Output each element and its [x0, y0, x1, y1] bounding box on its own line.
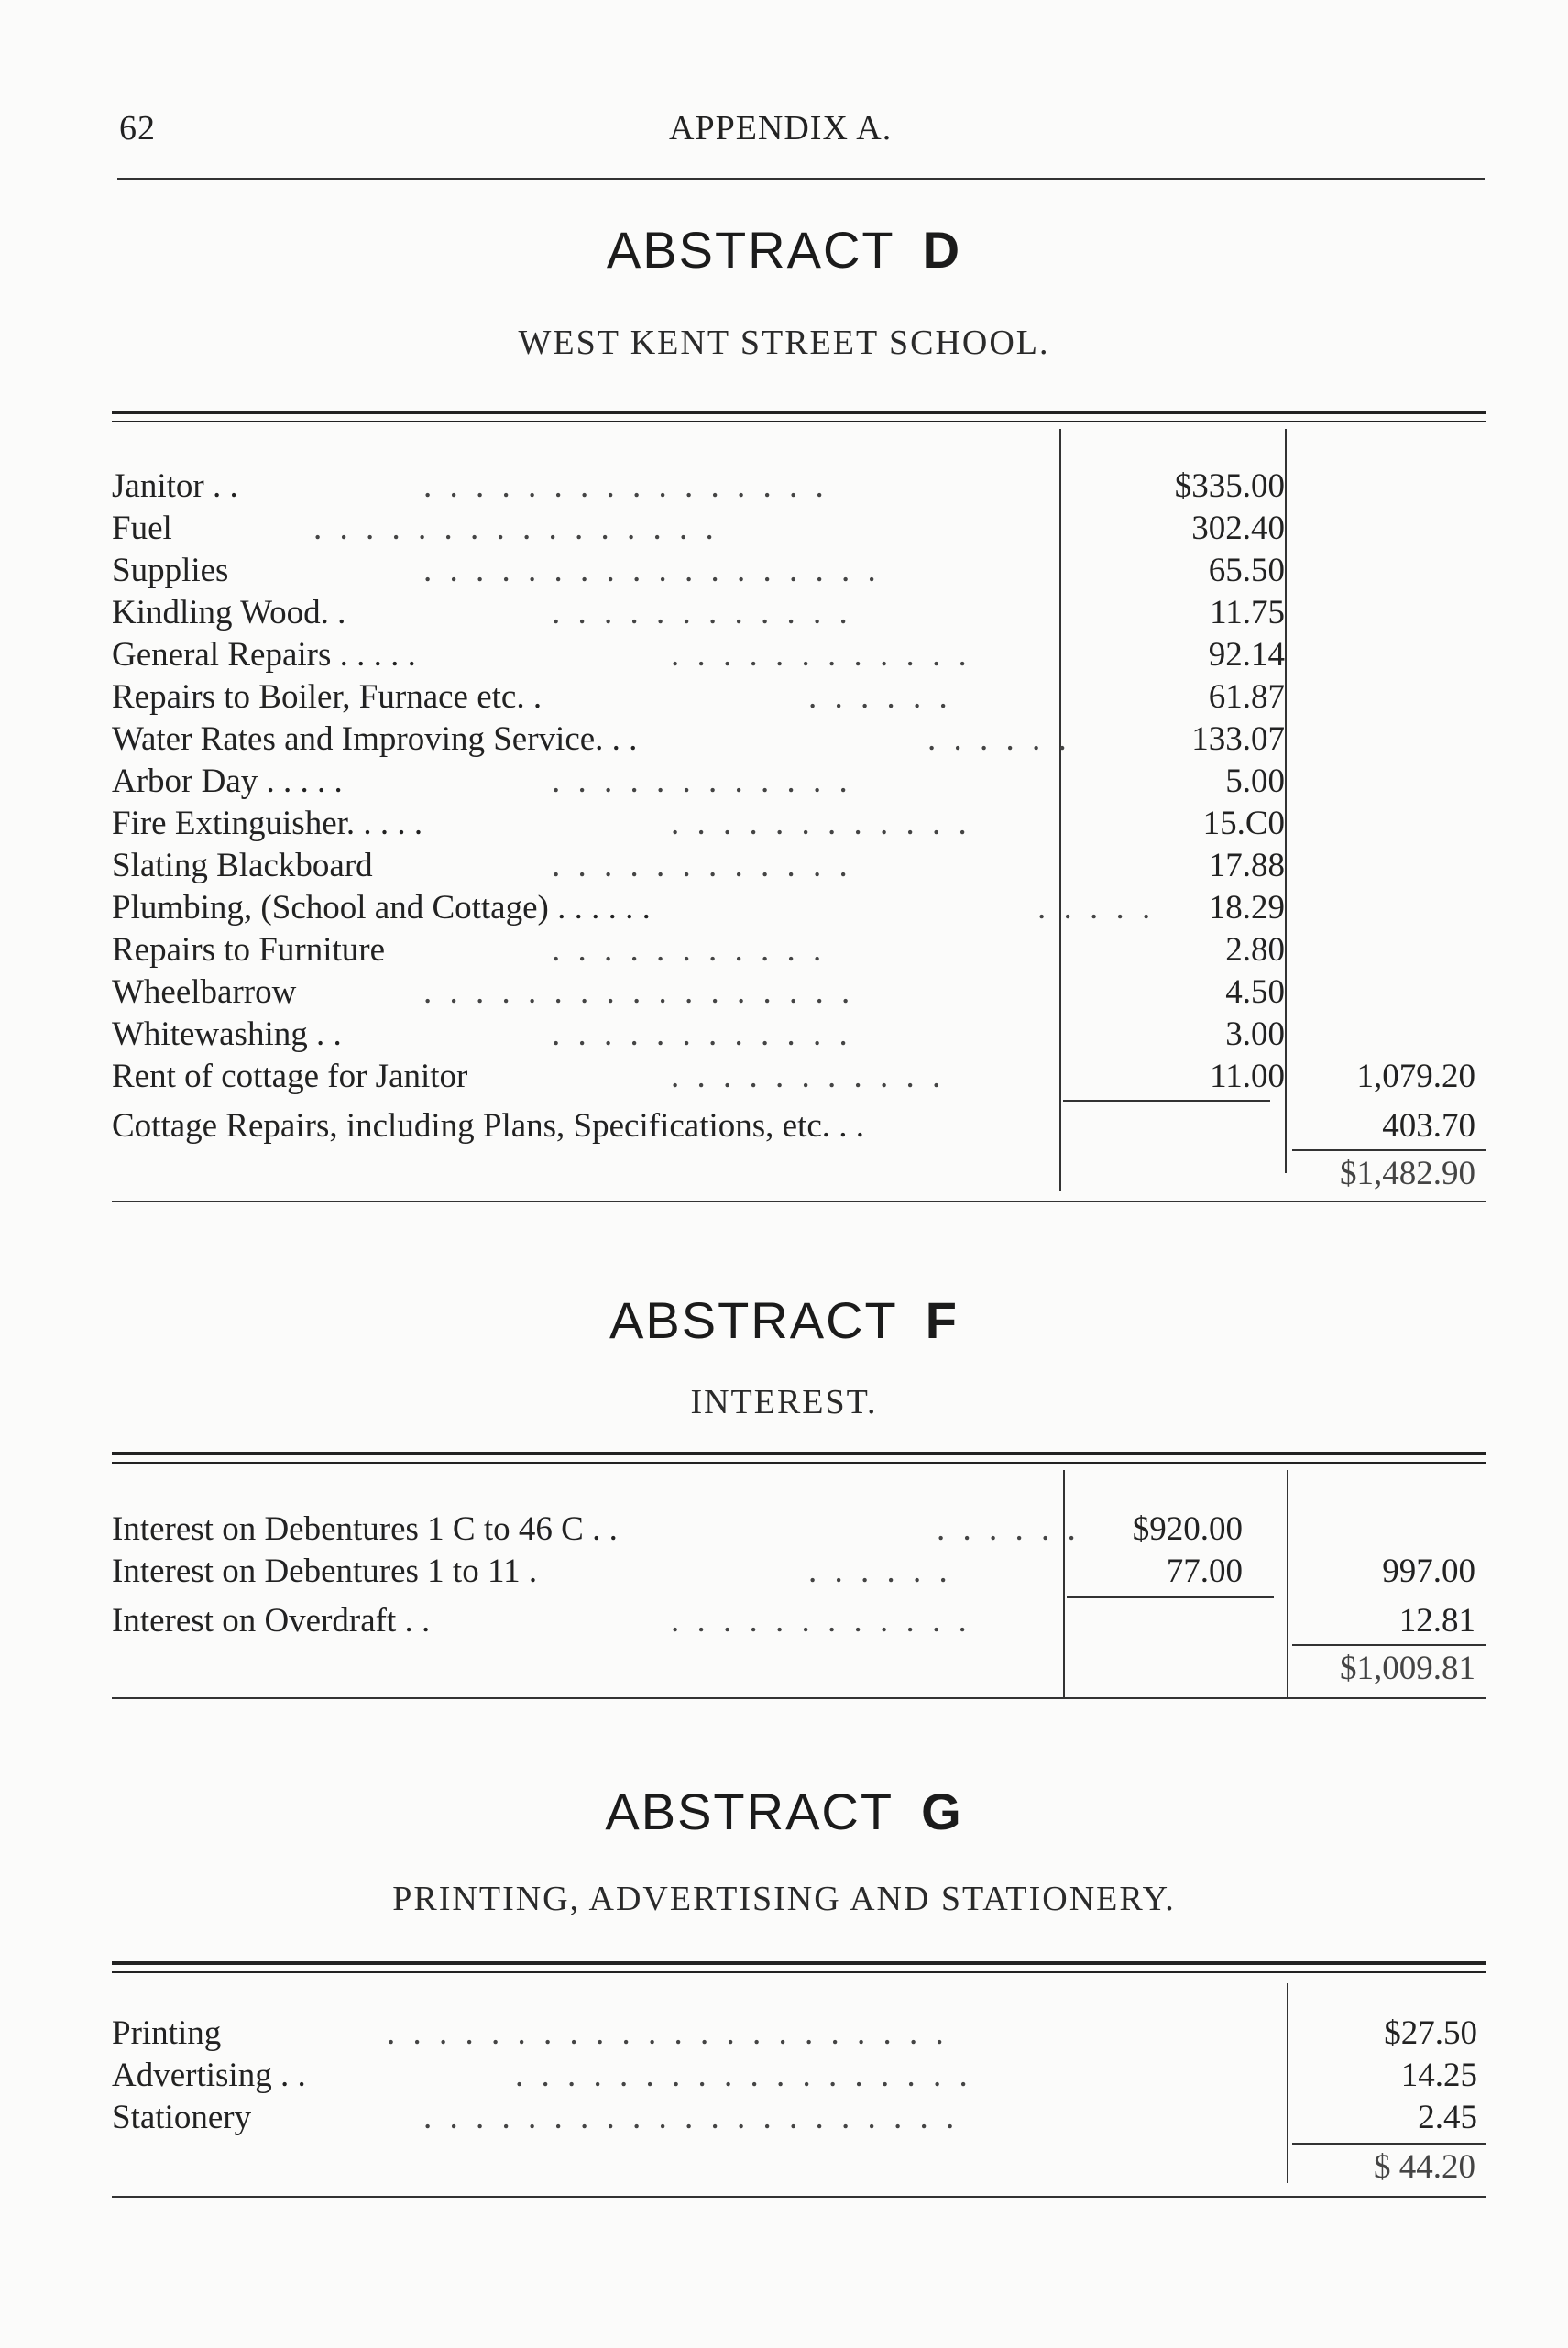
list-item: Interest on Debentures 1 to 11 . . . . . . . 77.00 — [112, 1553, 1243, 1590]
abstract-d-title: ABSTRACT D — [606, 221, 962, 279]
abstract-f-subtotal-rule — [1067, 1596, 1274, 1598]
abstract-d-bottom-rule — [112, 1201, 1486, 1202]
abstract-d-subtotal-rule — [1063, 1100, 1270, 1102]
abstract-f-bottom-rule — [112, 1697, 1486, 1699]
list-item: Wheelbarrow . . . . . . . . . . . . . . . . . 4.50 — [112, 973, 1285, 1011]
abstract-f-subtotal: 997.00 — [1382, 1553, 1475, 1590]
list-item: Repairs to Boiler, Furnace etc. . . . . . . . 61.87 — [112, 678, 1285, 716]
list-item: Repairs to Furniture . . . . . . . . . . . 2.80 — [112, 931, 1285, 969]
list-item: Janitor . . . . . . . . . . . . . . . . . . $335.00 — [112, 467, 1285, 505]
list-item: Rent of cottage for Janitor . . . . . . . . . . . 11.00 — [112, 1058, 1285, 1095]
abstract-d-subtitle: WEST KENT STREET SCHOOL. — [518, 324, 1050, 362]
list-item: General Repairs . . . . . . . . . . . . . . . . . 92.14 — [112, 636, 1285, 674]
list-item: Stationery . . . . . . . . . . . . . . . . . . . . . 2.45 — [112, 2099, 1477, 2136]
abstract-f-extra-row: Interest on Overdraft . . . . . . . . . . . . . . — [112, 1602, 971, 1640]
abstract-f-top-rule — [112, 1452, 1486, 1464]
list-item: Fire Extinguisher. . . . . . . . . . . . . . . . . 15.C0 — [112, 805, 1285, 842]
abstract-g-bottom-rule — [112, 2196, 1486, 2198]
abstract-f-col-divider-2 — [1287, 1470, 1288, 1699]
abstract-d-subtotal: 1,079.20 — [1356, 1058, 1475, 1095]
abstract-g-subtitle: PRINTING, ADVERTISING AND STATIONERY. — [392, 1880, 1176, 1918]
header-rule — [117, 178, 1485, 180]
list-item: Fuel . . . . . . . . . . . . . . . . 302.40 — [112, 510, 1285, 547]
list-item: Slating Blackboard . . . . . . . . . . . . 17.88 — [112, 847, 1285, 884]
abstract-g-total: $ 44.20 — [1374, 2148, 1475, 2186]
list-item: Water Rates and Improving Service. . . . . . . . . 133.07 — [112, 720, 1285, 758]
abstract-f-total: $1,009.81 — [1340, 1650, 1475, 1687]
list-item: Interest on Debentures 1 C to 46 C . . . . . . . . $920.00 — [112, 1510, 1243, 1548]
abstract-d-extra-row: Cottage Repairs, including Plans, Specifications, etc. . . — [112, 1107, 865, 1145]
running-title: APPENDIX A. — [669, 109, 893, 148]
abstract-d-total: $1,482.90 — [1340, 1155, 1475, 1192]
abstract-f-extra-amount: 12.81 — [1398, 1602, 1475, 1640]
abstract-d-top-rule — [112, 411, 1486, 422]
list-item: Arbor Day . . . . . . . . . . . . . . . . . 5.00 — [112, 763, 1285, 800]
list-item: Supplies . . . . . . . . . . . . . . . . . . 65.50 — [112, 552, 1285, 589]
list-item: Printing . . . . . . . . . . . . . . . . . . . . . . $27.50 — [112, 2014, 1477, 2052]
abstract-d-col-divider-2 — [1285, 429, 1287, 1173]
list-item: Whitewashing . . . . . . . . . . . . . . 3.00 — [112, 1015, 1285, 1053]
abstract-g-top-rule — [112, 1961, 1486, 1973]
abstract-f-title: ABSTRACT F — [609, 1291, 959, 1349]
list-item: Plumbing, (School and Cottage) . . . . . . . . . . . 18.29 — [112, 889, 1285, 927]
abstract-d-total-rule — [1292, 1149, 1486, 1151]
abstract-g-total-rule — [1292, 2143, 1486, 2145]
abstract-f-total-rule — [1292, 1644, 1486, 1646]
abstract-f-subtitle: INTEREST. — [690, 1383, 878, 1421]
abstract-d-extra-amount: 403.70 — [1382, 1107, 1475, 1145]
page-number: 62 — [119, 109, 156, 148]
abstract-g-title: ABSTRACT G — [605, 1783, 963, 1840]
list-item: Advertising . . . . . . . . . . . . . . . . . . . . 14.25 — [112, 2057, 1477, 2094]
list-item: Kindling Wood. . . . . . . . . . . . . . 11.75 — [112, 594, 1285, 631]
